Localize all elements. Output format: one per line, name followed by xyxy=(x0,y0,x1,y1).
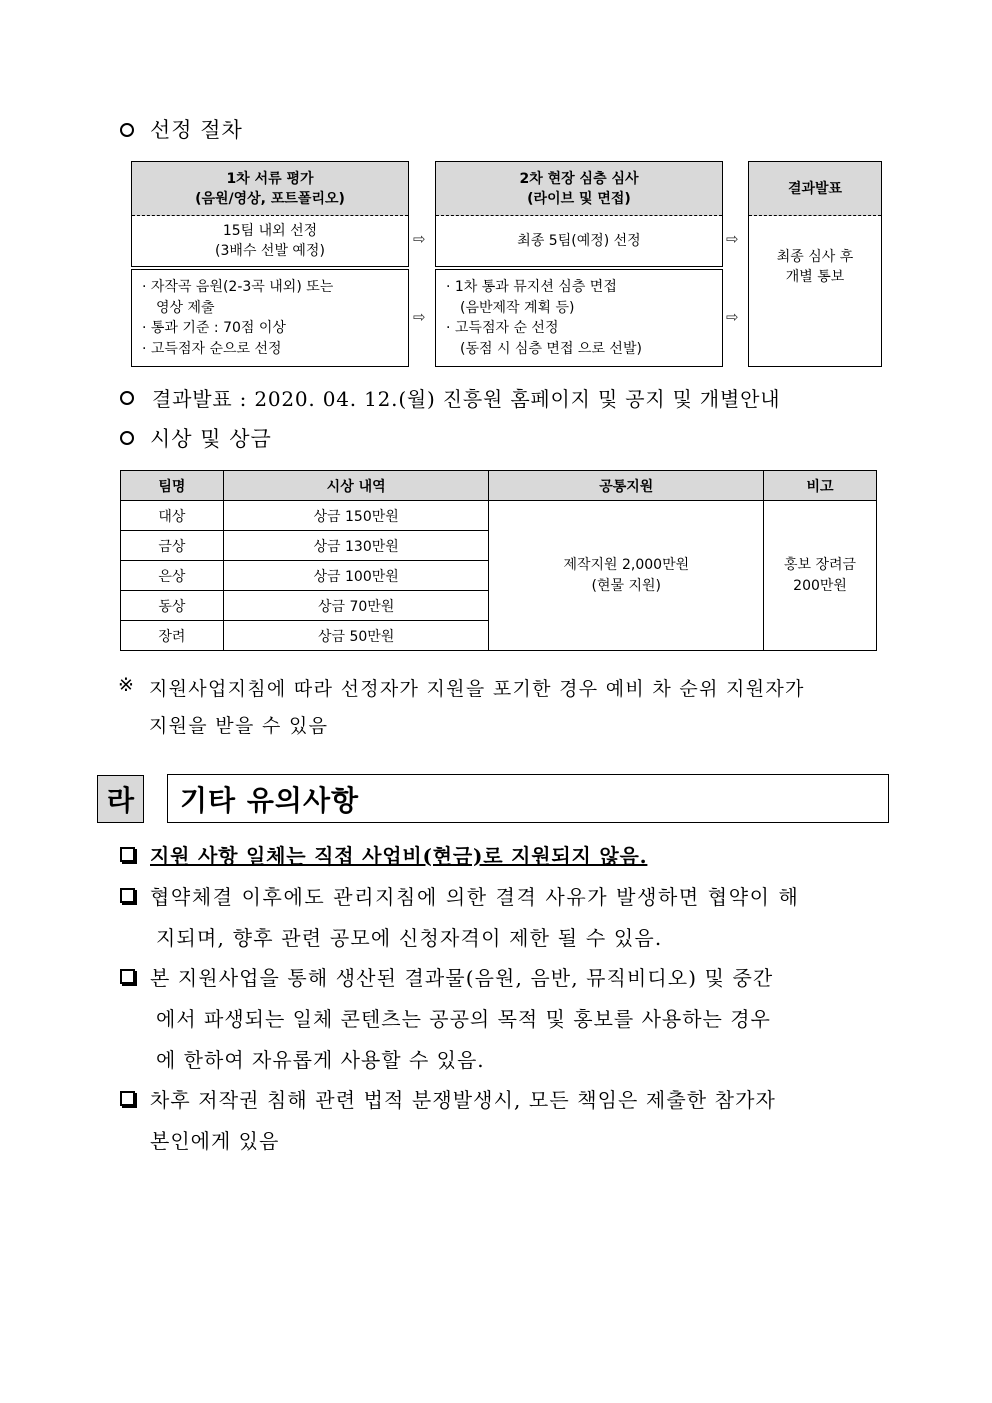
stage1-summary-line2: (3배수 선발 예정) xyxy=(215,242,325,259)
common-support-line2: (현물 지원) xyxy=(591,577,662,594)
team-cell: 금상 xyxy=(121,531,224,561)
team-cell: 동상 xyxy=(121,591,224,621)
stage3-title: 결과발표 xyxy=(787,180,843,197)
detail-line: · 통과 기준 : 70점 이상 xyxy=(142,320,286,336)
notice-4-line1: 차후 저작권 침해 관련 법적 분쟁발생시, 모든 책임은 제출한 참가자 xyxy=(150,1088,776,1112)
note-line2: 200만원 xyxy=(793,577,847,594)
stage2-title: 2차 현장 심층 심사 xyxy=(519,170,639,187)
detail-line: · 고득점자 순으로 선정 xyxy=(142,340,282,357)
stage2-summary xyxy=(436,215,722,266)
prize-cell: 상금 50만원 xyxy=(223,621,489,651)
prize-cell: 상금 150만원 xyxy=(223,501,489,531)
stage1-summary-line1: 15팀 내외 선정 xyxy=(222,222,318,239)
section-letter: 라 xyxy=(97,775,144,823)
section-title: 기타 유의사항 xyxy=(167,774,889,823)
detail-line: (동점 시 심층 면접 으로 선발) xyxy=(460,340,642,357)
table-header-row xyxy=(121,471,877,501)
stage2-header xyxy=(436,162,722,216)
stage1-box xyxy=(131,161,409,267)
stage3-summary-line2: 개별 통보 xyxy=(785,269,845,285)
selection-heading: 선정 절차 xyxy=(150,118,243,142)
stage1-subtitle: (음원/영상, 포트폴리오) xyxy=(195,190,345,207)
notice-3-line3: 에 한하여 자유롭게 사용할 수 있음. xyxy=(156,1048,485,1072)
note-line1: 홍보 장려금 xyxy=(784,556,857,573)
awards-heading: 시상 및 상금 xyxy=(150,427,272,451)
square-bullet-icon xyxy=(120,888,135,903)
prize-cell: 상금 70만원 xyxy=(223,591,489,621)
header-prize: 시상 내역 xyxy=(223,471,489,501)
common-support-cell xyxy=(489,501,764,651)
detail-line: 영상 제출 xyxy=(156,299,215,316)
stage2-box xyxy=(435,161,723,267)
reference-mark: ※ xyxy=(118,674,134,696)
arrow-right-icon: ⇨ xyxy=(726,230,739,248)
notice-2-line1: 협약체결 이후에도 관리지침에 의한 결격 사유가 발생하면 협약이 해 xyxy=(150,885,800,909)
stage2-summary-line: 최종 5팀(예정) 선정 xyxy=(517,232,641,249)
awards-table xyxy=(120,470,877,651)
arrow-right-icon: ⇨ xyxy=(413,308,426,326)
detail-line: (음반제작 계획 등) xyxy=(460,299,575,316)
stage1-detail-box xyxy=(131,269,409,367)
arrow-right-icon: ⇨ xyxy=(726,308,739,326)
team-cell: 대상 xyxy=(121,501,224,531)
detail-line: · 1차 통과 뮤지션 심층 면접 xyxy=(446,279,617,295)
stage3-header xyxy=(749,162,881,216)
stage1-details xyxy=(142,277,333,359)
notice-2-line2: 지되며, 향후 관련 공모에 신청자격이 제한 될 수 있음. xyxy=(156,926,663,950)
header-common-support: 공통지원 xyxy=(489,471,764,501)
circle-bullet-icon xyxy=(120,391,134,405)
square-bullet-icon xyxy=(120,847,135,862)
circle-bullet-icon xyxy=(120,431,134,445)
note-cell xyxy=(764,501,877,651)
stage1-summary xyxy=(132,215,408,266)
prize-cell: 상금 100만원 xyxy=(223,561,489,591)
header-team: 팀명 xyxy=(121,471,224,501)
notice-3-line1: 본 지원사업을 통해 생산된 결과물(음원, 음반, 뮤직비디오) 및 중간 xyxy=(150,966,774,990)
result-announcement: 결과발표 : 2020. 04. 12.(월) 진흥원 홈페이지 및 공지 및 개별안내 xyxy=(152,387,781,411)
team-cell: 은상 xyxy=(121,561,224,591)
notice-3-line2: 에서 파생되는 일체 콘텐츠는 공공의 목적 및 홍보를 사용하는 경우 xyxy=(156,1007,771,1031)
circle-bullet-icon xyxy=(120,123,134,137)
stage1-header xyxy=(132,162,408,216)
prize-cell: 상금 130만원 xyxy=(223,531,489,561)
footnote-line2: 지원을 받을 수 있음 xyxy=(149,715,329,737)
stage3-box xyxy=(748,161,882,367)
footnote-line1: 지원사업지침에 따라 선정자가 지원을 포기한 경우 예비 차 순위 지원자가 xyxy=(149,678,805,700)
stage1-title: 1차 서류 평가 xyxy=(226,170,314,187)
arrow-right-icon: ⇨ xyxy=(413,230,426,248)
team-cell: 장려 xyxy=(121,621,224,651)
notice-1-line1: 지원 사항 일체는 직접 사업비(현금)로 지원되지 않음. xyxy=(150,844,648,868)
detail-line: · 자작곡 음원(2-3곡 내외) 또는 xyxy=(142,279,334,295)
stage2-subtitle: (라이브 및 면접) xyxy=(527,190,631,207)
stage2-details xyxy=(446,277,642,359)
common-support-line1: 제작지원 2,000만원 xyxy=(563,556,690,573)
stage2-detail-box xyxy=(435,269,723,367)
square-bullet-icon xyxy=(120,1091,135,1106)
detail-line: · 고득점자 순 선정 xyxy=(446,320,559,336)
stage3-summary xyxy=(749,215,881,289)
stage3-summary-line1: 최종 심사 후 xyxy=(776,249,854,265)
square-bullet-icon xyxy=(120,969,135,984)
table-row xyxy=(121,501,877,531)
header-note: 비고 xyxy=(764,471,877,501)
notice-4-line2: 본인에게 있음 xyxy=(150,1129,280,1153)
